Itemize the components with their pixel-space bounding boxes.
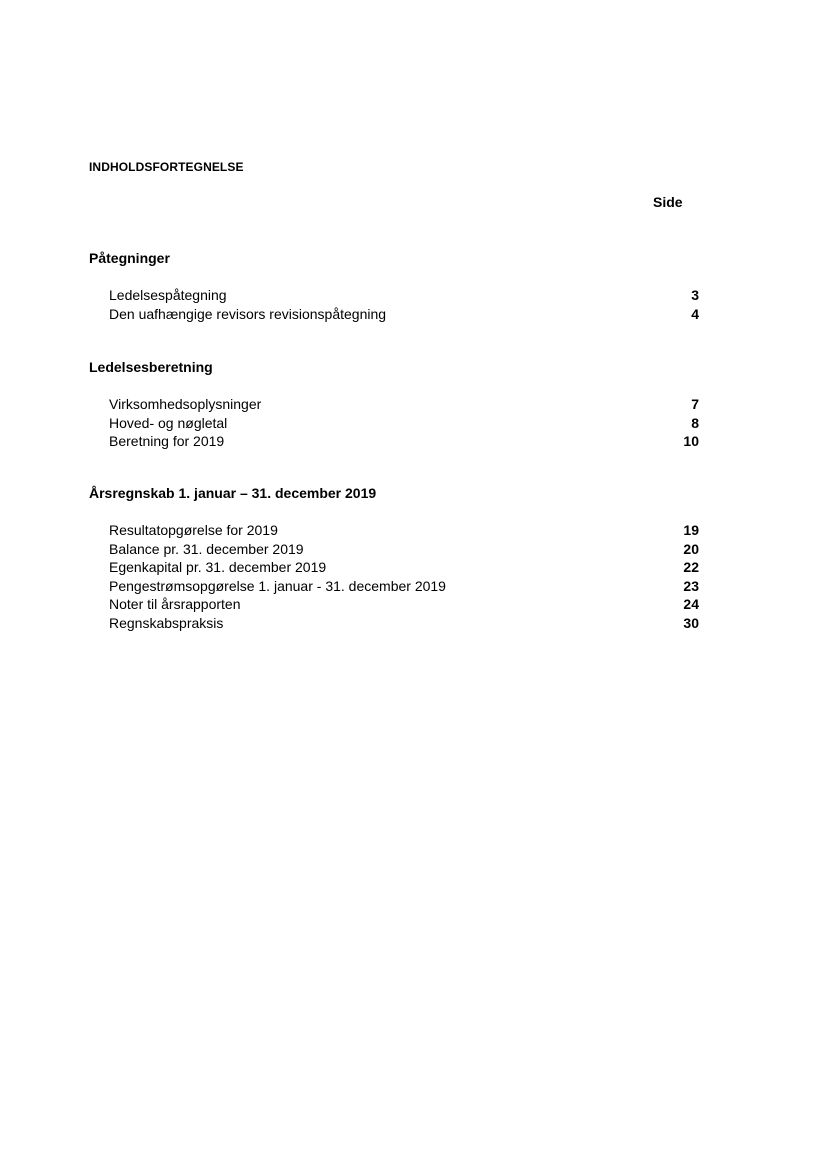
entry-page-number: 8 xyxy=(691,414,699,431)
section-pategninger xyxy=(89,249,699,323)
entry-label: Egenkapital pr. 31. december 2019 xyxy=(109,559,327,575)
toc-entry[interactable] xyxy=(89,614,699,633)
entry-label: Pengestrømsopgørelse 1. januar - 31. december 2019 xyxy=(109,577,446,594)
toc-entry[interactable] xyxy=(89,540,699,559)
entry-page-number: 24 xyxy=(683,596,699,612)
entry-label: Balance pr. 31. december 2019 xyxy=(109,540,304,557)
entry-page-number: 3 xyxy=(691,287,699,303)
entry-page-number: 4 xyxy=(691,305,699,322)
toc-entry[interactable] xyxy=(89,558,699,577)
toc-entry[interactable] xyxy=(89,305,699,324)
section-heading: Ledelsesberetning xyxy=(89,359,213,375)
page-title: INDHOLDSFORTEGNELSE xyxy=(89,160,244,174)
toc-entry[interactable] xyxy=(89,432,699,451)
entry-page-number: 30 xyxy=(683,614,699,631)
toc-entry[interactable] xyxy=(89,286,699,305)
entry-label: Beretning for 2019 xyxy=(109,433,225,449)
entry-label: Virksomhedsoplysninger xyxy=(109,396,262,412)
entry-page-number: 20 xyxy=(683,540,699,557)
entry-page-number: 10 xyxy=(683,433,699,449)
section-ledelsesberetning xyxy=(89,358,699,451)
entry-label: Resultatopgørelse for 2019 xyxy=(109,522,278,538)
entry-list xyxy=(89,286,699,323)
section-heading: Årsregnskab 1. januar – 31. december 2019 xyxy=(89,485,377,501)
entry-list xyxy=(89,521,699,632)
entry-label: Den uafhængige revisors revisionspåtegning xyxy=(109,305,387,322)
toc-entry[interactable] xyxy=(89,595,699,614)
entry-label: Ledelsespåtegning xyxy=(109,287,227,303)
section-arsregnskab xyxy=(89,484,699,632)
section-heading: Påtegninger xyxy=(89,250,170,266)
entry-page-number: 23 xyxy=(683,577,699,594)
entry-page-number: 7 xyxy=(691,396,699,412)
toc-entry[interactable] xyxy=(89,521,699,540)
entry-label: Regnskabspraksis xyxy=(109,614,224,631)
entry-label: Noter til årsrapporten xyxy=(109,596,241,612)
entry-page-number: 19 xyxy=(683,522,699,538)
entry-label: Hoved- og nøgletal xyxy=(109,414,228,431)
entry-page-number: 22 xyxy=(683,559,699,575)
toc-entry[interactable] xyxy=(89,395,699,414)
page-column-header: Side xyxy=(653,194,683,210)
toc-entry[interactable] xyxy=(89,577,699,596)
entry-list xyxy=(89,395,699,451)
toc-entry[interactable] xyxy=(89,414,699,433)
